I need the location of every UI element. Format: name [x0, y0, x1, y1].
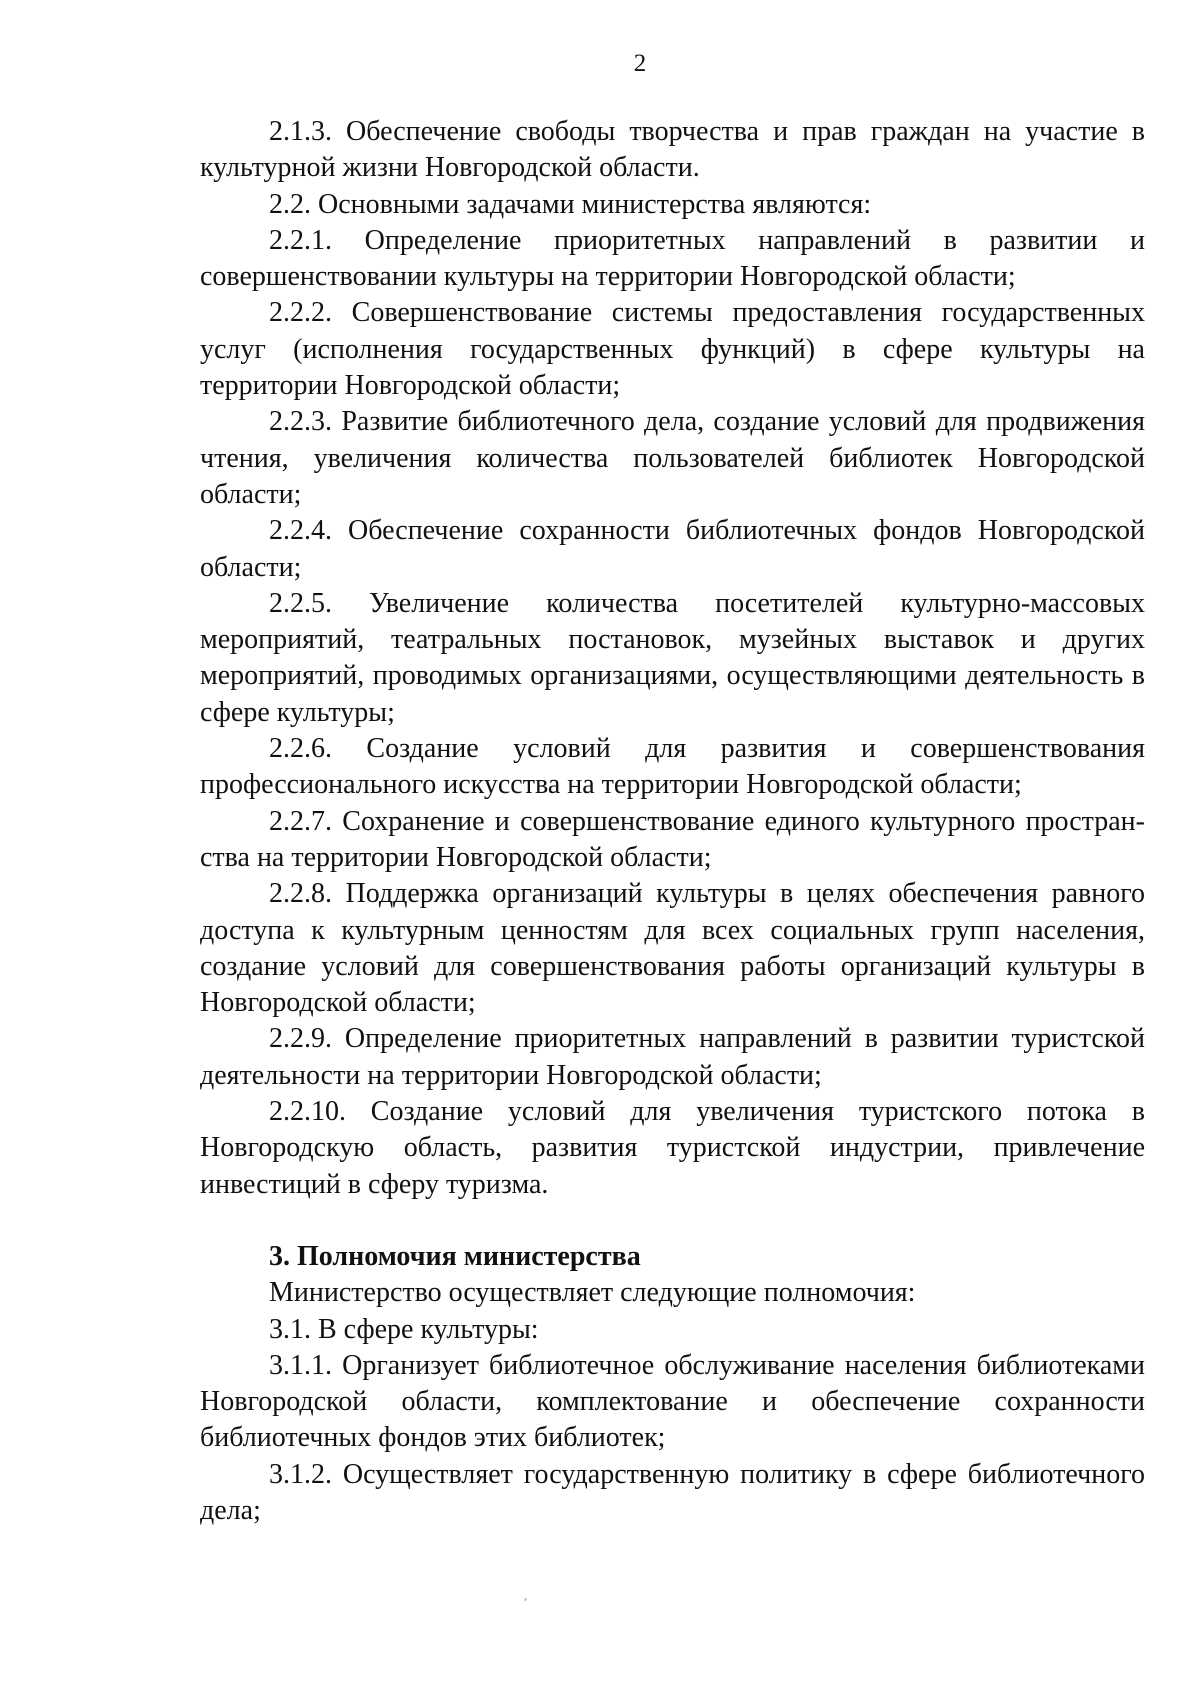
document-body — [200, 114, 1145, 1529]
paragraph-2-2-8: 2.2.8. Поддержка организаций культуры в целях обеспечения равного доступа к культурным ценностям для всех социальных групп населения, создание условий для совершенствования работы организаций культуры в Новгородской области; — [200, 878, 1145, 1019]
paragraph-3-1-2: 3.1.2. Осуществляет государственную политику в сфере библиотечного дела; — [200, 1458, 1145, 1526]
scan-speck — [524, 1598, 527, 1601]
paragraph-2-2-1: 2.2.1. Определение приоритетных направлений в развитии и совершенствовании культуры на территории Новгородской области; — [200, 224, 1145, 293]
paragraph-2-2-7: 2.2.7. Сохранение и совершенствование единого культурного пространства на территории Новгородской области; — [200, 805, 1145, 873]
section-heading: 3. Полномочия министерства — [269, 1240, 641, 1272]
paragraph-2-2-6: 2.2.6. Создание условий для развития и совершенствования профессионального искусства на территории Новгородской области; — [200, 733, 1145, 801]
paragraph-2-2: 2.2. Основными задачами министерства являются: — [269, 188, 872, 220]
paragraph-intro: Министерство осуществляет следующие полномочия: — [269, 1277, 916, 1309]
paragraph-2-2-2: 2.2.2. Совершенствование системы предоставления государственных услуг (исполнения государственных функций) в сфере культуры на территории Новгородской области; — [200, 297, 1145, 402]
paragraph-2-2-4: 2.2.4. Обеспечение сохранности библиотечных фондов Новгородской области; — [200, 515, 1145, 583]
paragraph-3-1: 3.1. В сфере культуры: — [269, 1313, 539, 1345]
paragraph-2-2-9: 2.2.9. Определение приоритетных направлений в развитии туристской деятельности на территории Новгородской области; — [200, 1023, 1145, 1091]
paragraph-2-2-5: 2.2.5. Увеличение количества посетителей культурно-массовых мероприятий, театральных постановок, музейных выставок и других мероприятий, проводимых организациями, осуществляющими деятельность в сфере культуры; — [200, 587, 1145, 728]
paragraph-2-1-3: 2.1.3. Обеспечение свободы творчества и прав граждан на участие в культурной жизни Новгородской области. — [200, 116, 1145, 184]
paragraph-2-2-3: 2.2.3. Развитие библиотечного дела, создание условий для продвижения чтения, увеличения количества пользователей библиотек Новгородской области; — [200, 406, 1145, 510]
paragraph-3-1-1: 3.1.1. Организует библиотечное обслуживание населения библиотеками Новгородской области, комплектование и обеспечение сохранности библиотечных фондов этих библиотек; — [200, 1349, 1145, 1454]
paragraph-2-2-10: 2.2.10. Создание условий для увеличения туристского потока в Новгородскую область, развития туристской индустрии, привлечение инвестиций в сферу туризма. — [200, 1096, 1145, 1200]
page-number: 2 — [633, 50, 647, 77]
